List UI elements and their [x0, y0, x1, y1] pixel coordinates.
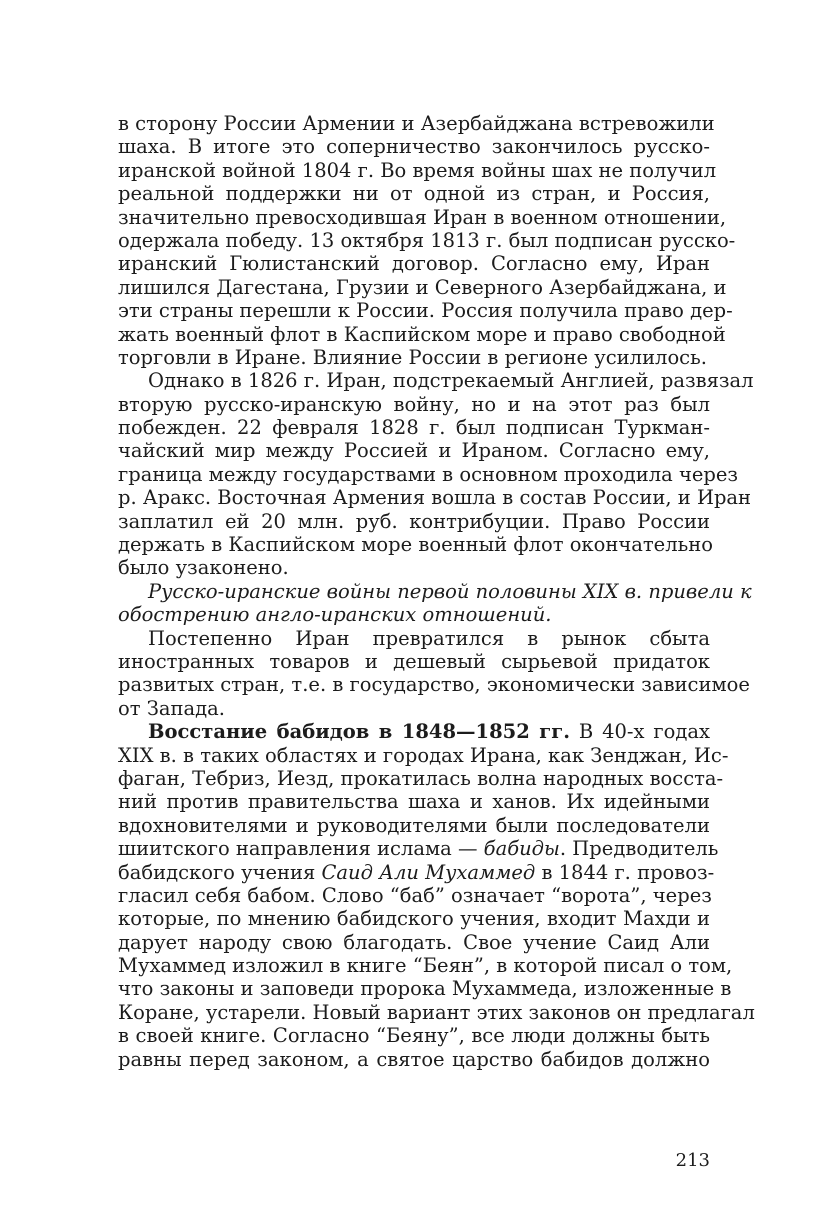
text-line: побежден. 22 февраля 1828 г. был подписан Туркман-: [118, 416, 710, 440]
text-line: в сторону России Армении и Азербайджана встревожили: [118, 112, 715, 135]
text-line: дарует народу свою благодать. Свое учение Саид Али: [118, 930, 710, 954]
text-line: значительно превосходившая Иран в военном отношении,: [118, 205, 727, 229]
text-line: шаха. В итоге это соперничество закончилось русско-: [118, 135, 710, 159]
text-line: Коране, устарели. Новый вариант этих законов он предлагал: [118, 1000, 755, 1024]
paragraph-4: [118, 626, 750, 721]
text-fragment: бабидского учения: [118, 860, 322, 884]
text-line: что законы и заповеди пророка Мухаммеда, изложенные в: [118, 977, 732, 1001]
text-line: равны перед законом, а святое царство бабидов должно: [118, 1047, 710, 1071]
text-line: которые, по мнению бабидского учения, входит Махди и: [118, 907, 710, 931]
text-line: держать в Каспийском море военный флот окончательно: [118, 533, 713, 557]
text-line: заплатил ей 20 млн. руб. контрибуции. Право России: [118, 509, 710, 533]
text-line: развитых стран, т.е. в государство, экономически зависимое: [118, 673, 750, 697]
page-number: 213: [675, 1150, 710, 1171]
page-body: [118, 112, 755, 1071]
text-line: граница между государствами в основном проходила через: [118, 462, 739, 486]
text-line: иранский Гюлистанский договор. Согласно ему, Иран: [118, 252, 710, 276]
text-line: торговли в Иране. Влияние России в регионе усилилось.: [118, 345, 707, 369]
text-line: лишился Дагестана, Грузии и Северного Азербайджана, и: [118, 275, 727, 299]
italic-name: Саид Али Мухаммед: [321, 860, 536, 884]
text-line: Русско-иранские войны первой половины XIX в. привели к: [148, 579, 752, 603]
text-line: XIX в. в таких областях и городах Ирана, как Зенджан, Ис-: [118, 743, 729, 767]
text-line: ний против правительства шаха и ханов. Их идейными: [118, 790, 710, 814]
text-fragment: в 1844 г. провоз-: [535, 860, 715, 884]
text-line: иностранных товаров и дешевый сырьевой придаток: [118, 649, 710, 673]
text-fragment: шиитского направления ислама —: [118, 837, 484, 861]
text-line: чайский мир между Россией и Ираном. Согласно ему,: [118, 439, 710, 463]
paragraph-3-italic-summary: [118, 579, 752, 627]
paragraph-2: [118, 369, 754, 580]
text-line: [118, 837, 719, 861]
text-line: в своей книге. Согласно “Беяну”, все люди должны быть: [118, 1024, 710, 1048]
section-heading: Восстание бабидов в 1848—1852 гг.: [148, 720, 570, 744]
text-line: эти страны перешли к России. Россия получила право дер-: [118, 299, 733, 323]
text-line: фаган, Тебриз, Иезд, прокатилась волна народных восста-: [118, 766, 724, 790]
text-line: одержала победу. 13 октября 1813 г. был подписан русско-: [118, 228, 736, 252]
text-line: Постепенно Иран превратился в рынок сбыта: [148, 626, 710, 650]
text-line: Однако в 1826 г. Иран, подстрекаемый Англией, развязал: [148, 369, 754, 393]
text-fragment: В 40-х годах: [569, 720, 710, 744]
text-line: жать военный флот в Каспийском море и право свободной: [118, 322, 726, 346]
text-line: обострению англо-иранских отношений.: [118, 603, 552, 627]
text-line: р. Аракс. Восточная Армения вошла в состав России, и Иран: [118, 486, 752, 510]
text-line: вторую русско-иранскую войну, но и на этот раз был: [118, 392, 710, 416]
text-line: иранской войной 1804 г. Во время войны шах не получил: [118, 158, 717, 182]
paragraph-1: [118, 112, 736, 369]
text-line: реальной поддержки ни от одной из стран, и Россия,: [118, 182, 710, 206]
text-line: от Запада.: [118, 696, 225, 720]
text-line: [118, 720, 710, 743]
paragraph-5-babid-uprising: [118, 720, 755, 1071]
text-line: гласил себя бабом. Слово “баб” означает “ворота”, через: [118, 883, 712, 907]
text-line: было узаконено.: [118, 556, 289, 580]
text-fragment: . Предводитель: [559, 837, 719, 861]
text-line: [118, 860, 715, 884]
text-line: вдохновителями и руководителями были последователи: [118, 813, 710, 837]
text-line: Мухаммед изложил в книге “Беян”, в которой писал о том,: [118, 954, 733, 978]
italic-term: бабиды: [483, 837, 560, 861]
